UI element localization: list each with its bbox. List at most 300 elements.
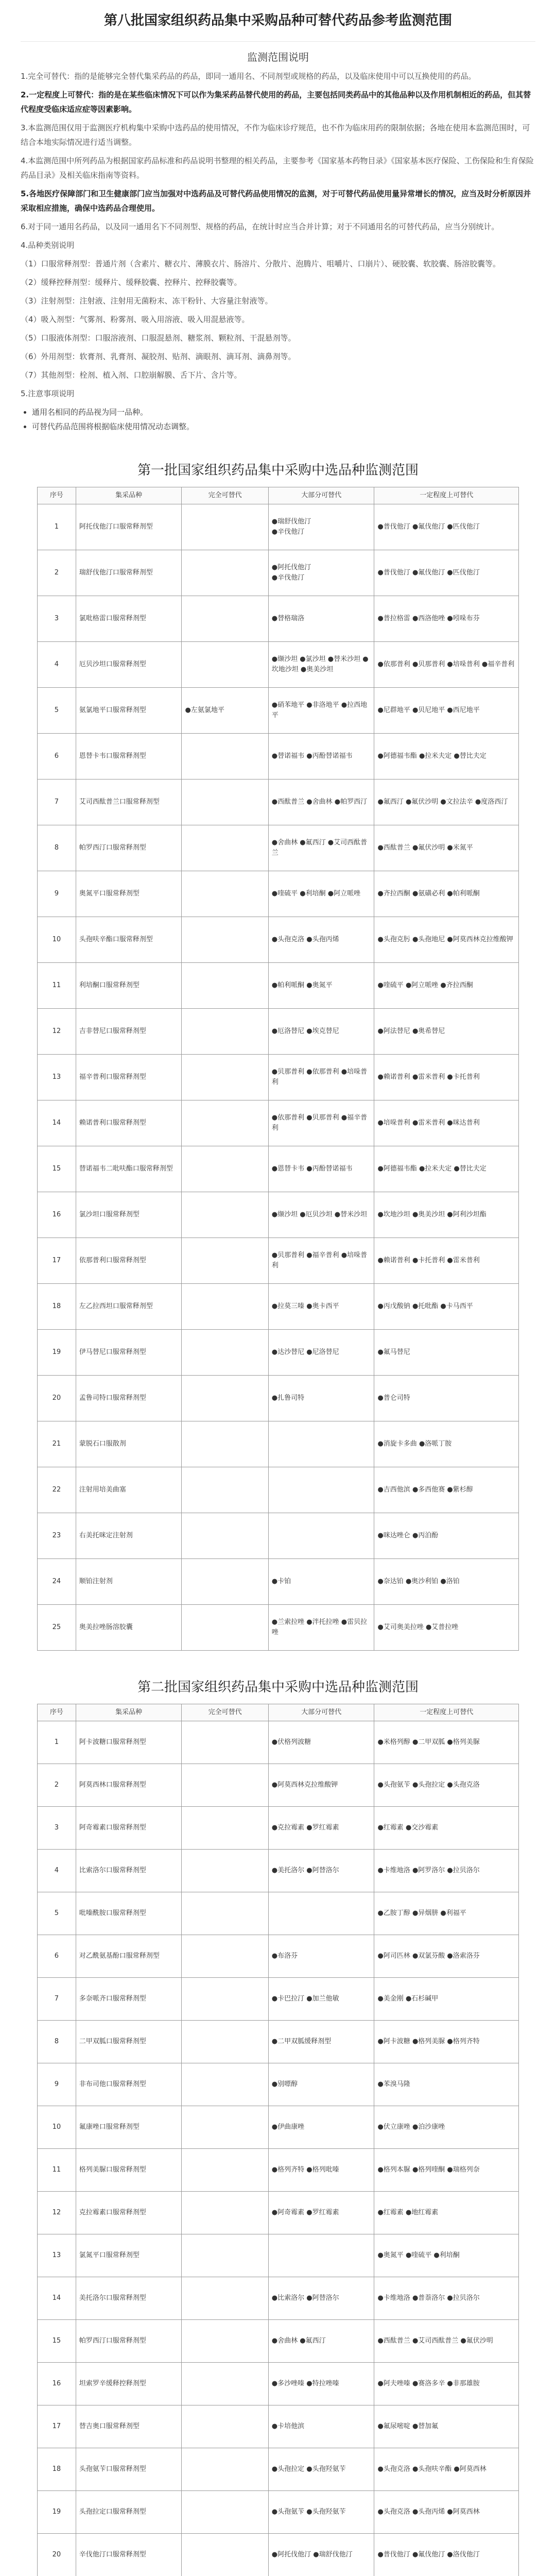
cell-drug-name-text: 头孢拉定口服常释剂型	[79, 2508, 146, 2516]
cell-drug-name-text: 氯沙坦口服常释剂型	[79, 1211, 140, 1218]
cell-drug-name-text: 瑞舒伐他汀口服常释剂型	[79, 569, 153, 577]
cell-drug-name	[76, 1238, 182, 1284]
table-row	[38, 2234, 519, 2277]
cell-no	[38, 2534, 76, 2576]
cell-some-sub-text: ●阿德福韦酯 ●拉米夫定 ●替比夫定	[377, 1165, 486, 1173]
cell-no-text: 8	[54, 2038, 59, 2045]
table-row	[38, 2063, 519, 2106]
category-item: （1）口服常释剂型：普通片剂（含素片、糖衣片、薄膜衣片、肠溶片、分散片、泡腾片、咀嚼片、口崩片）、硬胶囊、软胶囊、肠溶胶囊等。	[21, 259, 501, 268]
cell-some-sub-text: ●消旋卡多曲 ●洛哌丁胺	[377, 1440, 452, 1448]
cell-no	[38, 1100, 76, 1146]
cell-some-sub-text: ●头孢克肟 ●头孢地尼 ●阿莫西林克拉维酸钾	[377, 936, 513, 943]
cell-no-text: 6	[54, 752, 59, 760]
cell-full-sub	[182, 1559, 268, 1605]
note-item: • 通用名相同的药品视为同一品种。	[32, 405, 535, 419]
cell-no	[38, 2491, 76, 2534]
cell-most-sub-text: ●阿奇霉素 ●罗红霉素	[271, 2209, 339, 2216]
cell-most-sub-text: ●二甲双胍缓释剂型	[271, 2038, 332, 2045]
cell-no-text: 11	[52, 2166, 61, 2174]
cell-drug-name	[76, 504, 182, 550]
cell-drug-name-text: 恩替卡韦口服常释剂型	[79, 752, 146, 760]
cell-some-sub	[374, 1100, 519, 1146]
cell-no-text: 21	[52, 1440, 61, 1448]
cell-no-text: 18	[52, 2465, 61, 2473]
cell-no-text: 24	[52, 1578, 61, 1585]
cell-drug-name-text: 利培酮口服常释剂型	[79, 981, 140, 989]
col-header-no: 序号	[38, 487, 76, 504]
cell-drug-name	[76, 2405, 182, 2448]
notes-list	[21, 405, 535, 434]
cell-some-sub	[374, 2192, 519, 2234]
col-header-name: 集采品种	[76, 1704, 182, 1721]
cell-drug-name	[76, 596, 182, 642]
cell-some-sub	[374, 1513, 519, 1559]
cell-most-sub	[268, 2106, 374, 2149]
cell-drug-name	[76, 2106, 182, 2149]
cell-most-sub-text: ●阿莫西林克拉维酸钾	[271, 1781, 338, 1789]
cell-no	[38, 1376, 76, 1421]
cell-some-sub	[374, 550, 519, 596]
cell-full-sub	[182, 2320, 268, 2363]
cell-no	[38, 2363, 76, 2405]
cell-drug-name	[76, 688, 182, 734]
cell-some-sub-text: ●奈达铂 ●奥沙利铂 ●洛铂	[377, 1578, 460, 1585]
cell-some-sub	[374, 1330, 519, 1376]
cell-drug-name	[76, 2277, 182, 2320]
cell-no-text: 4	[54, 1867, 59, 1874]
cell-some-sub-text: ●赖诺普利 ●卡托普利 ●雷米普利	[377, 1257, 480, 1264]
col-header-some: 一定程度上可替代	[374, 1704, 519, 1721]
cell-some-sub-text: ●咪达唑仑 ●丙泊酚	[377, 1532, 439, 1539]
cell-most-sub	[268, 1146, 374, 1192]
table-row	[38, 2106, 519, 2149]
cell-no-text: 25	[52, 1623, 61, 1631]
cell-most-sub-text: ●卡铂	[271, 1578, 291, 1585]
cell-some-sub-text: ●西酞普兰 ●艾司西酞普兰 ●氟伏沙明	[377, 2337, 493, 2345]
cell-some-sub-text: ●伏立康唑 ●泊沙康唑	[377, 2123, 445, 2131]
cell-no-text: 10	[52, 936, 61, 943]
cell-some-sub-text: ●阿德福韦酯 ●拉米夫定 ●替比夫定	[377, 752, 486, 760]
cell-most-sub	[268, 1721, 374, 1764]
cell-most-sub	[268, 1055, 374, 1100]
cell-drug-name-text: 帕罗西汀口服常释剂型	[79, 2337, 146, 2345]
cell-some-sub-text: ●赖诺普利 ●雷米普利 ●卡托普利	[377, 1073, 480, 1081]
table2	[37, 1704, 519, 2576]
cell-most-sub	[268, 963, 374, 1009]
table-row	[38, 1467, 519, 1513]
cell-drug-name-text: 美托洛尔口服常释剂型	[79, 2294, 146, 2302]
cell-no	[38, 2063, 76, 2106]
cell-no	[38, 1559, 76, 1605]
cell-drug-name-text: 坦索罗辛缓释控释剂型	[79, 2380, 146, 2387]
cell-no-text: 18	[52, 1302, 61, 1310]
intro-paragraph: 2.一定程度上可替代：指的是在某些临床情况下可以作为集采药品替代使用的药品，主要包括同类药品中的其他品种以及作用机制相近的药品，但其替代程度受临床适应症等因素影响。	[21, 90, 531, 114]
cell-some-sub-text: ●头孢克洛 ●头孢丙烯 ●阿莫西林	[377, 2508, 480, 2516]
cell-full-sub	[182, 2277, 268, 2320]
cell-some-sub	[374, 1284, 519, 1330]
cell-most-sub	[268, 2234, 374, 2277]
cell-drug-name-text: 阿莫西林口服常释剂型	[79, 1781, 146, 1789]
table-row	[38, 1935, 519, 1978]
table-row	[38, 2448, 519, 2491]
cell-some-sub-text: ●吉西他滨 ●多西他赛 ●紫杉醇	[377, 1486, 473, 1494]
cell-some-sub-text: ●乙胺丁醇 ●异烟肼 ●利福平	[377, 1909, 466, 1917]
cell-no	[38, 2277, 76, 2320]
cell-no-text: 5	[54, 1909, 59, 1917]
cell-some-sub-text: ●氟马替尼	[377, 1348, 410, 1356]
cell-no	[38, 779, 76, 825]
cell-no-text: 16	[52, 2380, 61, 2387]
cell-drug-name	[76, 1935, 182, 1978]
cell-some-sub-text: ●格列本脲 ●格列喹酮 ●瑞格列奈	[377, 2166, 480, 2174]
col-header-some: 一定程度上可替代	[374, 487, 519, 504]
cell-drug-name	[76, 1055, 182, 1100]
cell-drug-name-text: 替吉奥口服常释剂型	[79, 2422, 140, 2430]
cell-some-sub	[374, 1055, 519, 1100]
col-header-most: 大部分可替代	[268, 1704, 374, 1721]
cell-no-text: 19	[52, 2508, 61, 2516]
cell-drug-name	[76, 2363, 182, 2405]
cell-drug-name	[76, 2021, 182, 2063]
cell-most-sub-text: ●兰索拉唑 ●泮托拉唑 ●雷贝拉唑	[271, 1618, 368, 1636]
cell-full-sub	[182, 688, 268, 734]
cell-some-sub	[374, 1807, 519, 1850]
cell-no-text: 22	[52, 1486, 61, 1494]
cell-drug-name-text: 吉非替尼口服常释剂型	[79, 1027, 146, 1035]
table-row	[38, 1009, 519, 1055]
table-row	[38, 2534, 519, 2576]
cell-full-sub	[182, 1192, 268, 1238]
cell-most-sub	[268, 1376, 374, 1421]
category-item: （6）外用剂型：软膏剂、乳膏剂、凝胶剂、贴剂、滴眼剂、滴耳剂、滴鼻剂等。	[21, 352, 296, 361]
cell-full-sub	[182, 825, 268, 871]
cell-drug-name-text: 多奈哌齐口服常释剂型	[79, 1995, 146, 2003]
page-title: 第八批国家组织药品集中采购品种可替代药品参考监测范围	[103, 13, 452, 28]
cell-no-text: 2	[54, 1781, 59, 1789]
cell-drug-name	[76, 1892, 182, 1935]
cell-most-sub-text: ●格列齐特 ●格列吡嗪	[271, 2166, 339, 2174]
cell-drug-name	[76, 2063, 182, 2106]
cell-drug-name	[76, 1850, 182, 1892]
cell-full-sub	[182, 917, 268, 963]
cell-no	[38, 2149, 76, 2192]
cell-most-sub	[268, 2363, 374, 2405]
cell-drug-name	[76, 2192, 182, 2234]
table-row	[38, 1605, 519, 1651]
cell-most-sub-text: ●硝苯地平 ●非洛地平 ●拉西地平	[271, 701, 368, 719]
cell-most-sub-text: ●阿托伐他汀 ●辛伐他汀	[271, 564, 311, 582]
cell-most-sub	[268, 1978, 374, 2021]
category-item: （4）吸入剂型：气雾剂、粉雾剂、吸入用溶液、吸入用混悬液等。	[21, 315, 250, 324]
cell-some-sub-text: ●头孢克洛 ●头孢呋辛酯 ●阿莫西林	[377, 2465, 486, 2473]
cell-no-text: 3	[54, 1824, 59, 1832]
table1-body	[38, 504, 519, 1651]
cell-most-sub	[268, 1850, 374, 1892]
cell-drug-name-text: 阿托伐他汀口服常释剂型	[79, 523, 153, 531]
cell-some-sub-text: ●阿司匹林 ●双氯芬酸 ●洛索洛芬	[377, 1952, 480, 1960]
cell-no-text: 9	[54, 2080, 59, 2088]
cell-some-sub	[374, 2063, 519, 2106]
cell-drug-name-text: 二甲双胍口服常释剂型	[79, 2038, 146, 2045]
cell-most-sub	[268, 1605, 374, 1651]
cell-drug-name	[76, 1764, 182, 1807]
cell-some-sub	[374, 1238, 519, 1284]
cell-full-sub	[182, 642, 268, 688]
cell-most-sub	[268, 1421, 374, 1467]
cell-some-sub	[374, 963, 519, 1009]
cell-most-sub	[268, 2277, 374, 2320]
note-item: • 可替代药品范围将根据临床使用情况动态调整。	[32, 419, 535, 434]
table2-section	[0, 1676, 556, 2576]
table-row	[38, 1146, 519, 1192]
cell-most-sub-text: ●扎鲁司特	[271, 1394, 305, 1402]
cell-no-text: 20	[52, 1394, 61, 1402]
col-header-no: 序号	[38, 1704, 76, 1721]
cell-full-sub	[182, 2405, 268, 2448]
cell-some-sub	[374, 1376, 519, 1421]
cell-no	[38, 1764, 76, 1807]
cell-drug-name-text: 福辛普利口服常释剂型	[79, 1073, 146, 1081]
cell-drug-name-text: 氯氮平口服常释剂型	[79, 2251, 140, 2259]
cell-drug-name-text: 比索洛尔口服常释剂型	[79, 1867, 146, 1874]
cell-some-sub	[374, 825, 519, 871]
cell-drug-name-text: 氟康唑口服常释剂型	[79, 2123, 140, 2131]
cell-drug-name	[76, 642, 182, 688]
cell-some-sub-text: ●卡维地洛 ●阿罗洛尔 ●拉贝洛尔	[377, 1867, 480, 1874]
cell-no-text: 20	[52, 2551, 61, 2558]
cell-some-sub	[374, 1559, 519, 1605]
cell-some-sub	[374, 504, 519, 550]
cell-most-sub-text: ●贝那普利 ●依那普利 ●培哚普利	[271, 1068, 368, 1086]
cell-full-sub	[182, 734, 268, 779]
cell-most-sub	[268, 2021, 374, 2063]
cell-most-sub-text: ●头孢氨苄 ●头孢羟氨苄	[271, 2508, 346, 2516]
cell-full-sub	[182, 1850, 268, 1892]
cell-drug-name-text: 依那普利口服常释剂型	[79, 1257, 146, 1264]
cell-no	[38, 550, 76, 596]
cell-full-sub-text: ●左氨氯地平	[185, 706, 224, 714]
cell-most-sub-text: ●替格瑞洛	[271, 615, 305, 622]
cell-full-sub	[182, 1376, 268, 1421]
cell-some-sub	[374, 779, 519, 825]
intro-paragraph: 3.本监测范围仅用于监测医疗机构集中采购中选药品的使用情况，不作为临床诊疗规范，也不作为临床用药的限制依据；各地在使用本监测范围时，可结合本地实际情况进行适当调整。	[21, 123, 530, 147]
cell-drug-name	[76, 1146, 182, 1192]
cell-most-sub	[268, 1192, 374, 1238]
table-row	[38, 1559, 519, 1605]
cell-some-sub	[374, 1009, 519, 1055]
cell-no-text: 2	[54, 569, 59, 577]
table-row	[38, 1764, 519, 1807]
cell-most-sub-text: ●恩替卡韦 ●丙酚替诺福韦	[271, 1165, 353, 1173]
cell-no	[38, 963, 76, 1009]
cell-full-sub	[182, 871, 268, 917]
cell-most-sub-text: ●替诺福韦 ●丙酚替诺福韦	[271, 752, 353, 760]
cell-no-text: 16	[52, 1211, 61, 1218]
cell-full-sub	[182, 1721, 268, 1764]
cell-full-sub	[182, 779, 268, 825]
cell-some-sub-text: ●普伐他汀 ●氟伐他汀 ●匹伐他汀	[377, 569, 480, 577]
table1	[37, 487, 519, 1651]
cell-full-sub	[182, 1238, 268, 1284]
cell-most-sub-text: ●喹硫平 ●利培酮 ●阿立哌唑	[271, 890, 361, 897]
cell-no	[38, 1935, 76, 1978]
table-row	[38, 825, 519, 871]
cell-drug-name	[76, 1100, 182, 1146]
cell-drug-name-text: 吡嗪酰胺口服常释剂型	[79, 1909, 146, 1917]
cell-most-sub	[268, 1238, 374, 1284]
cell-drug-name	[76, 1421, 182, 1467]
cell-drug-name	[76, 2320, 182, 2363]
cell-full-sub	[182, 2448, 268, 2491]
cell-full-sub	[182, 504, 268, 550]
cell-some-sub	[374, 2448, 519, 2491]
cell-full-sub	[182, 1892, 268, 1935]
cell-some-sub-text: ●艾司奥美拉唑 ●艾普拉唑	[377, 1623, 459, 1631]
cell-some-sub-text: ●普拉格雷 ●西洛他唑 ●吲哚布芬	[377, 615, 480, 622]
cell-no	[38, 2106, 76, 2149]
cell-no-text: 23	[52, 1532, 61, 1539]
cell-some-sub-text: ●西酞普兰 ●氟伏沙明 ●米氮平	[377, 844, 473, 852]
cell-some-sub-text: ●丙戊酸钠 ●托吡酯 ●卡马西平	[377, 1302, 473, 1310]
cell-some-sub	[374, 1146, 519, 1192]
cell-most-sub	[268, 2448, 374, 2491]
table-row	[38, 1892, 519, 1935]
cell-drug-name-text: 艾司西酞普兰口服常释剂型	[79, 798, 160, 806]
cell-drug-name	[76, 1330, 182, 1376]
cell-no-text: 6	[54, 1952, 59, 1960]
cell-most-sub-text: ●布洛芬	[271, 1952, 298, 1960]
cell-some-sub	[374, 734, 519, 779]
cell-most-sub-text: ●达沙替尼 ●尼洛替尼	[271, 1348, 339, 1356]
cell-some-sub	[374, 2021, 519, 2063]
cell-no-text: 7	[54, 1995, 59, 2003]
cell-drug-name	[76, 1513, 182, 1559]
cell-most-sub-text: ●厄洛替尼 ●埃克替尼	[271, 1027, 339, 1035]
cell-no	[38, 1146, 76, 1192]
cell-no-text: 1	[54, 523, 59, 531]
cell-no-text: 12	[52, 2209, 61, 2216]
cell-most-sub-text: ●拉莫三嗪 ●奥卡西平	[271, 1302, 339, 1310]
cell-full-sub	[182, 1978, 268, 2021]
cell-most-sub	[268, 2149, 374, 2192]
cell-drug-name-text: 赖诺普利口服常释剂型	[79, 1119, 146, 1127]
cell-full-sub	[182, 1055, 268, 1100]
cell-some-sub-text: ●米格列醇 ●二甲双胍 ●格列美脲	[377, 1738, 480, 1746]
table-row	[38, 734, 519, 779]
cell-most-sub-text: ●克拉霉素 ●罗红霉素	[271, 1824, 339, 1832]
cell-full-sub	[182, 596, 268, 642]
table-row	[38, 1721, 519, 1764]
cell-drug-name	[76, 1559, 182, 1605]
cell-no	[38, 1605, 76, 1651]
cell-drug-name-text: 头孢氨苄口服常释剂型	[79, 2465, 146, 2473]
cell-full-sub	[182, 1330, 268, 1376]
cell-no	[38, 2021, 76, 2063]
cell-no-text: 14	[52, 1119, 61, 1127]
cell-drug-name-text: 厄贝沙坦口服常释剂型	[79, 660, 146, 668]
cell-most-sub	[268, 825, 374, 871]
cell-no-text: 17	[52, 2422, 61, 2430]
cell-most-sub-text: ●伊曲康唑	[271, 2123, 305, 2131]
table-row	[38, 871, 519, 917]
cell-full-sub	[182, 1807, 268, 1850]
cell-some-sub	[374, 2106, 519, 2149]
cell-most-sub	[268, 1330, 374, 1376]
cell-drug-name	[76, 1192, 182, 1238]
cell-full-sub	[182, 2534, 268, 2576]
cell-no	[38, 1192, 76, 1238]
table-row	[38, 1238, 519, 1284]
cell-most-sub	[268, 1807, 374, 1850]
table-row	[38, 779, 519, 825]
intro-paragraph: 5.各地医疗保障部门和卫生健康部门应当加强对中选药品及可替代药品使用情况的监测，对于可替代药品使用量异常增长的情况，应当及时分析原因并采取相应措施，确保中选药品合理使用。	[21, 189, 531, 213]
table-row	[38, 2149, 519, 2192]
table1-section	[0, 460, 556, 1651]
cell-drug-name-text: 奥氮平口服常释剂型	[79, 890, 140, 897]
table2-header-row	[38, 1704, 519, 1721]
cell-no-text: 1	[54, 1738, 59, 1746]
cell-some-sub-text: ●阿卡波糖 ●格列美脲 ●格列齐特	[377, 2038, 480, 2045]
page-subtitle: 监测范围说明	[247, 51, 309, 63]
col-header-full: 完全可替代	[182, 1704, 268, 1721]
cell-no	[38, 1978, 76, 2021]
cell-full-sub	[182, 2149, 268, 2192]
cell-most-sub	[268, 2491, 374, 2534]
cell-drug-name	[76, 1807, 182, 1850]
cell-some-sub-text: ●红霉素 ●交沙霉素	[377, 1824, 439, 1832]
cell-most-sub-text: ●帕利哌酮 ●奥氮平	[271, 981, 333, 989]
cell-most-sub-text: ●瑞舒伐他汀 ●辛伐他汀	[271, 518, 311, 536]
cell-some-sub-text: ●普仑司特	[377, 1394, 410, 1402]
cell-some-sub-text: ●氟西汀 ●氟伏沙明 ●文拉法辛 ●度洛西汀	[377, 798, 508, 806]
category-item: （3）注射剂型：注射液、注射用无菌粉末、冻干粉针、大容量注射液等。	[21, 296, 273, 306]
cell-some-sub	[374, 688, 519, 734]
cell-most-sub-text: ●卡巴拉汀 ●加兰他敏	[271, 1995, 339, 2003]
cell-no-text: 9	[54, 890, 59, 897]
table1-header-row	[38, 487, 519, 504]
cell-some-sub	[374, 1721, 519, 1764]
cell-full-sub	[182, 1284, 268, 1330]
cell-full-sub	[182, 2106, 268, 2149]
cell-most-sub	[268, 917, 374, 963]
cell-drug-name	[76, 1467, 182, 1513]
cell-drug-name-text: 顺铂注射剂	[79, 1578, 113, 1585]
cell-drug-name-text: 蒙脱石口服散剂	[79, 1440, 126, 1448]
cell-no	[38, 1513, 76, 1559]
cell-some-sub-text: ●氟尿嘧啶 ●替加氟	[377, 2422, 439, 2430]
cell-no-text: 13	[52, 1073, 61, 1081]
cell-no-text: 10	[52, 2123, 61, 2131]
cell-no-text: 5	[54, 706, 59, 714]
cell-full-sub	[182, 2491, 268, 2534]
table-row	[38, 642, 519, 688]
table-row	[38, 2320, 519, 2363]
cell-most-sub	[268, 2063, 374, 2106]
cell-most-sub-text: ●多沙唑嗪 ●特拉唑嗪	[271, 2380, 339, 2387]
cell-drug-name-text: 注射用培美曲塞	[79, 1486, 126, 1494]
cell-most-sub	[268, 1467, 374, 1513]
cell-some-sub-text: ●红霉素 ●地红霉素	[377, 2209, 439, 2216]
cell-most-sub	[268, 1559, 374, 1605]
cell-drug-name-text: 辛伐他汀口服常释剂型	[79, 2551, 146, 2558]
table-row	[38, 2021, 519, 2063]
cell-some-sub	[374, 2320, 519, 2363]
table-row	[38, 2277, 519, 2320]
cell-no-text: 4	[54, 660, 59, 668]
cell-drug-name-text: 奥美拉唑肠溶胶囊	[79, 1623, 133, 1631]
intro-paragraph: 4.本监测范围中所列药品为根据国家药品标准和药品说明书整理的相关药品，主要参考《国家基本药物目录》《国家基本医疗保险、工伤保险和生育保险药品目录》及相关临床指南等资料。	[21, 156, 534, 180]
cell-full-sub	[182, 2234, 268, 2277]
